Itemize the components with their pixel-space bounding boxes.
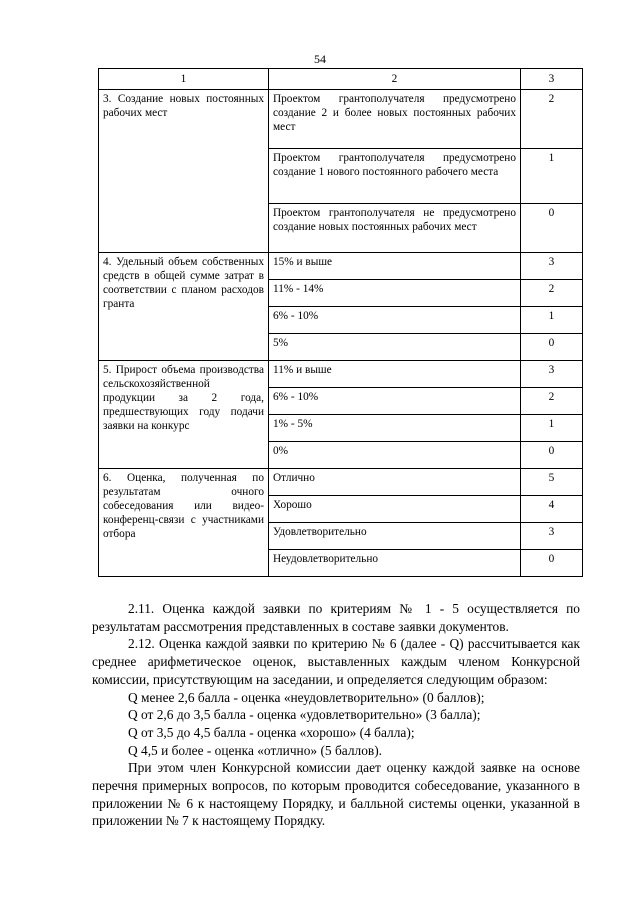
paragraph-2-12: 2.12. Оценка каждой заявки по критерию № 6 (далее - Q) рассчитывается как среднее арифметическое оценок, выставленных каждым членом Конкурсной комиссии, присутствующим на заседании, и определяется следующим образом: [92,636,580,687]
condition-cell: 11% и выше [269,361,521,388]
score-cell: 2 [521,388,583,415]
score-cell: 2 [521,280,583,307]
score-cell: 4 [521,496,583,523]
condition-cell: Отлично [269,469,521,496]
paragraph-2-11: 2.11. Оценка каждой заявки по критериям № 1 - 5 осуществляется по результатам рассмотрения представленных в составе заявки документов. [92,601,580,634]
condition-cell: 5% [269,334,521,361]
condition-cell: Удовлетворительно [269,523,521,550]
criterion-cell: 6. Оценка, полученная по результатам очного собеседования или видео-конференц-связи с участниками отбора [99,469,269,577]
condition-cell: Проектом грантополучателя предусмотрено создание 2 и более новых постоянных рабочих мест [269,90,521,149]
criteria-table [98,68,583,577]
table-row [99,469,583,496]
formula-line: Q от 2,6 до 3,5 балла - оценка «удовлетворительно» (3 балла); [128,707,481,723]
criterion-cell: 5. Прирост объема производства сельскохозяйственной продукции за 2 года, предшествующих году подачи заявки на конкурс [99,361,269,469]
formula-line: Q менее 2,6 балла - оценка «неудовлетворительно» (0 баллов); [128,689,485,705]
column-header: 3 [521,69,583,90]
score-cell: 3 [521,361,583,388]
condition-cell: 6% - 10% [269,307,521,334]
formula-line: Q от 3,5 до 4,5 балла - оценка «хорошо» (4 балла); [128,724,415,740]
table-row [99,361,583,388]
condition-cell: 11% - 14% [269,280,521,307]
score-cell: 1 [521,415,583,442]
score-cell: 1 [521,307,583,334]
condition-cell: Хорошо [269,496,521,523]
body-text [92,600,580,830]
score-cell: 5 [521,469,583,496]
condition-cell: Проектом грантополучателя не предусмотрено создание новых постоянных рабочих мест [269,204,521,253]
page-number: 54 [314,52,326,66]
condition-cell: 0% [269,442,521,469]
condition-cell: 1% - 5% [269,415,521,442]
paragraph-final: При этом член Конкурсной комиссии дает оценку каждой заявке на основе перечня примерных вопросов, по которым проводится собеседование, указанного в приложении № 6 к настоящему Порядку, и балльной системы оценки, указанной в приложении № 7 к настоящему Порядку. [92,760,580,829]
condition-cell: 15% и выше [269,253,521,280]
table-header-row [99,69,583,90]
score-cell: 0 [521,442,583,469]
score-cell: 0 [521,334,583,361]
criterion-cell: 3. Создание новых постоянных рабочих мест [99,90,269,253]
formula-line: Q 4,5 и более - оценка «отлично» (5 баллов). [128,742,383,758]
table-row [99,90,583,149]
score-cell: 0 [521,204,583,253]
score-cell: 2 [521,90,583,149]
table-row [99,253,583,280]
condition-cell: Неудовлетворительно [269,550,521,577]
column-header: 2 [269,69,521,90]
criterion-cell: 4. Удельный объем собственных средств в общей сумме затрат в соответствии с планом расходов гранта [99,253,269,361]
column-header: 1 [99,69,269,90]
score-cell: 1 [521,149,583,204]
score-cell: 3 [521,523,583,550]
score-cell: 3 [521,253,583,280]
condition-cell: Проектом грантополучателя предусмотрено создание 1 нового постоянного рабочего места [269,149,521,204]
score-cell: 0 [521,550,583,577]
condition-cell: 6% - 10% [269,388,521,415]
